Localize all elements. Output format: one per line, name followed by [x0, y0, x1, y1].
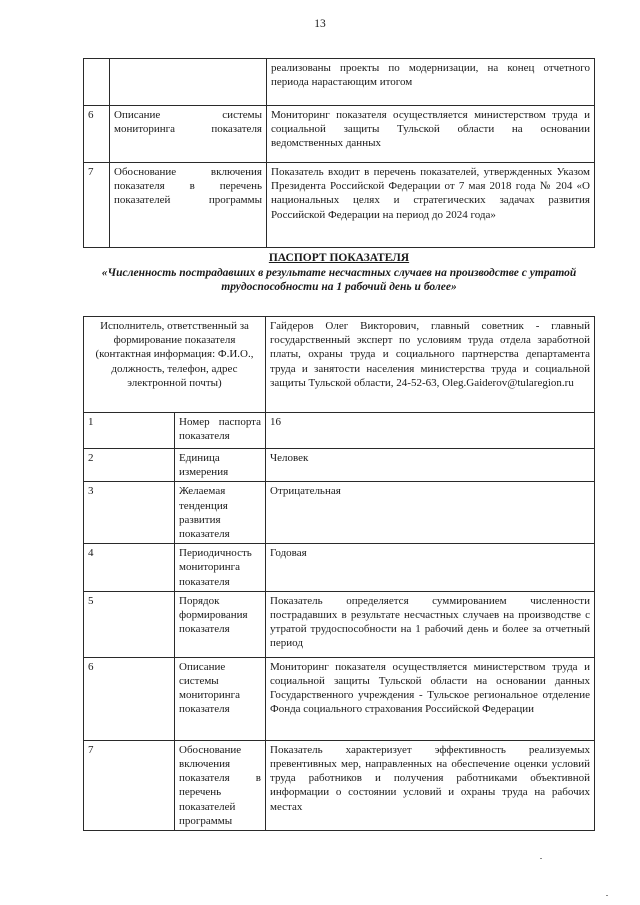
row-number: 6 [84, 657, 175, 740]
passport-table [83, 316, 595, 831]
passport-heading [83, 251, 595, 295]
row-number [84, 59, 110, 106]
row-label: Периодичность мониторинга показателя [175, 544, 266, 592]
passport-subtitle: «Численность пострадавших в результате несчастных случаев на производстве с утратой трудоспособности на 1 рабочий день и более» [101, 266, 577, 293]
row-value: Мониторинг показателя осуществляется министерством труда и социальной защиты Тульской области на основании ведомственных данных [267, 106, 595, 163]
table-row [84, 449, 595, 482]
row-number: 2 [84, 449, 175, 482]
row-number: 5 [84, 591, 175, 657]
row-label [110, 59, 267, 106]
table-row [84, 482, 595, 544]
row-number: 4 [84, 544, 175, 592]
row-number: 3 [84, 482, 175, 544]
row-value: 16 [266, 413, 595, 449]
row-number: 7 [84, 163, 110, 248]
row-value: Показатель характеризует эффективность реализуемых превентивных мер, направленных на обеспечение оценки условий труда работников и получения работниками объективной информации о состоянии условий и охраны труда на рабочих местах [266, 740, 595, 830]
row-label: Единица измерения [175, 449, 266, 482]
page-number: 13 [314, 18, 326, 30]
row-value: Показатель входит в перечень показателей, утвержденных Указом Президента Российской Федерации от 7 мая 2018 года № 204 «О национальных целях и стратегических задачах развития Российской Федерации на период до 2024 года» [267, 163, 595, 248]
passport-title: ПАСПОРТ ПОКАЗАТЕЛЯ [268, 252, 410, 264]
row-value: Отрицательная [266, 482, 595, 544]
row-label: Порядок формирования показателя [175, 591, 266, 657]
scan-speck [606, 895, 608, 896]
row-value: Мониторинг показателя осуществляется министерством труда и социальной защиты Тульской области на основании данных Государственного учреждения - Тульское региональное отделение Фонда социального страхования Российской Федерации [266, 657, 595, 740]
table-row [84, 413, 595, 449]
table-row [84, 163, 595, 248]
row-label: Обоснование включения показателя в перечень показателей программы [110, 163, 267, 248]
table-row [84, 59, 595, 106]
table-row [84, 591, 595, 657]
table-row [84, 106, 595, 163]
row-label: Описание системы мониторинга показателя [175, 657, 266, 740]
table-row [84, 544, 595, 592]
row-label: Номер паспорта показателя [175, 413, 266, 449]
contact-row [84, 317, 595, 413]
row-value: Показатель определяется суммированием численности пострадавших в результате несчастных случаев на производстве с утратой трудоспособности на 1 рабочий день и более за отчетный период [266, 591, 595, 657]
row-label: Желаемая тенденция развития показателя [175, 482, 266, 544]
scan-speck [540, 858, 542, 859]
row-number: 1 [84, 413, 175, 449]
indicator-table-continued [83, 58, 595, 248]
contact-value: Гайдеров Олег Викторович, главный советник - главный государственный эксперт по условиям труда отдела заработной платы, охраны труда и социального партнерства департамента труда и занятости населения министерства труда и социальной защиты Тульской области, 24-52-63, Oleg.Gaiderov@tularegion.ru [266, 317, 595, 413]
row-value: реализованы проекты по модернизации, на конец отчетного периода нарастающим итогом [267, 59, 595, 106]
row-value: Годовая [266, 544, 595, 592]
row-value: Человек [266, 449, 595, 482]
row-number: 7 [84, 740, 175, 830]
contact-label: Исполнитель, ответственный за формирование показателя (контактная информация: Ф.И.О., должность, телефон, адрес электронной почты) [84, 317, 266, 413]
table-row [84, 740, 595, 830]
row-number: 6 [84, 106, 110, 163]
row-label: Обоснование включения показателя в перечень показателей программы [175, 740, 266, 830]
table-row [84, 657, 595, 740]
row-label: Описание системы мониторинга показателя [110, 106, 267, 163]
